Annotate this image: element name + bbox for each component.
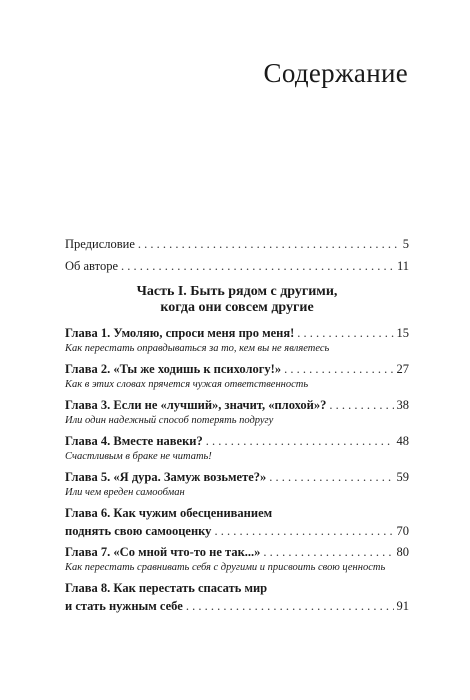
page-number: 5 — [402, 237, 409, 251]
toc-entry-chapter-7 — [65, 544, 409, 575]
toc-line — [65, 361, 409, 377]
page-number: 27 — [396, 362, 409, 376]
chapter-subtitle: Или один надежный способ потерять подругу — [65, 415, 274, 426]
toc-line — [65, 397, 409, 413]
chapter-title: Глава 5. «Я дура. Замуж возьмете?» — [65, 470, 267, 484]
chapter-title: Глава 1. Умоляю, спроси меня про меня! — [65, 326, 295, 340]
page-number: 59 — [396, 470, 409, 484]
chapter-subtitle: Как перестать оправдываться за то, кем вы не являетесь — [65, 343, 330, 354]
chapter-title: Глава 2. «Ты же ходишь к психологу!» — [65, 362, 282, 376]
chapter-title: Глава 3. Если не «лучший», значит, «плохой»? — [65, 398, 327, 412]
chapter-title: и стать нужным себе — [65, 599, 183, 613]
page-title: Содержание — [263, 58, 408, 88]
chapter-title: Глава 4. Вместе навеки? — [65, 434, 203, 448]
dot-leader — [186, 598, 394, 614]
chapter-title-line1: Глава 8. Как перестать спасать мир — [65, 581, 268, 595]
chapter-subtitle: Как в этих словах прячется чужая ответственность — [65, 379, 309, 390]
dot-leader — [121, 258, 394, 274]
toc-entry-chapter-1 — [65, 325, 409, 356]
chapter-subtitle: Или чем вреден самообман — [65, 487, 185, 498]
chapter-title: Глава 7. «Со мной что-то не так...» — [65, 545, 261, 559]
dot-leader — [206, 433, 394, 449]
dot-leader — [263, 544, 393, 560]
dot-leader — [214, 523, 393, 539]
chapter-subtitle: Как перестать сравнивать себя с другими и присвоить свою ценность — [65, 562, 386, 573]
part-title-line2: когда они совсем другие — [160, 300, 314, 315]
toc-line — [65, 236, 409, 252]
toc-entry-chapter-3 — [65, 397, 409, 428]
part-title-line1: Часть I. Быть рядом с другими, — [136, 284, 338, 299]
dot-leader — [284, 361, 393, 377]
toc-entry-about-author — [65, 258, 409, 274]
toc-line — [65, 433, 409, 449]
chapter-title-line1: Глава 6. Как чужим обесцениванием — [65, 506, 273, 520]
toc-entry-chapter-4 — [65, 433, 409, 464]
chapter-subtitle: Счастливым в браке не читать! — [65, 451, 212, 462]
dot-leader — [269, 469, 393, 485]
page-number: 70 — [396, 524, 409, 538]
page-number: 15 — [396, 326, 409, 340]
part-title — [65, 284, 409, 316]
toc-line — [65, 544, 409, 560]
chapter-title: поднять свою самооценку — [65, 524, 212, 538]
toc-line — [65, 469, 409, 485]
toc-entry-chapter-6 — [65, 505, 409, 539]
toc-entry-chapter-2 — [65, 361, 409, 392]
entry-title: Предисловие — [65, 237, 135, 251]
page-number: 80 — [396, 545, 409, 559]
dot-leader — [138, 236, 400, 252]
page-number: 48 — [396, 434, 409, 448]
toc-entry-chapter-8 — [65, 580, 409, 614]
page-number: 11 — [396, 259, 409, 273]
page-number: 91 — [396, 599, 409, 613]
entry-title: Об авторе — [65, 259, 118, 273]
toc-line — [65, 523, 409, 539]
dot-leader — [329, 397, 393, 413]
page-number: 38 — [396, 398, 409, 412]
dot-leader — [297, 325, 393, 341]
toc-entry-preface — [65, 236, 409, 252]
toc-line — [65, 325, 409, 341]
toc-line — [65, 598, 409, 614]
toc-line — [65, 258, 409, 274]
toc-entry-chapter-5 — [65, 469, 409, 500]
